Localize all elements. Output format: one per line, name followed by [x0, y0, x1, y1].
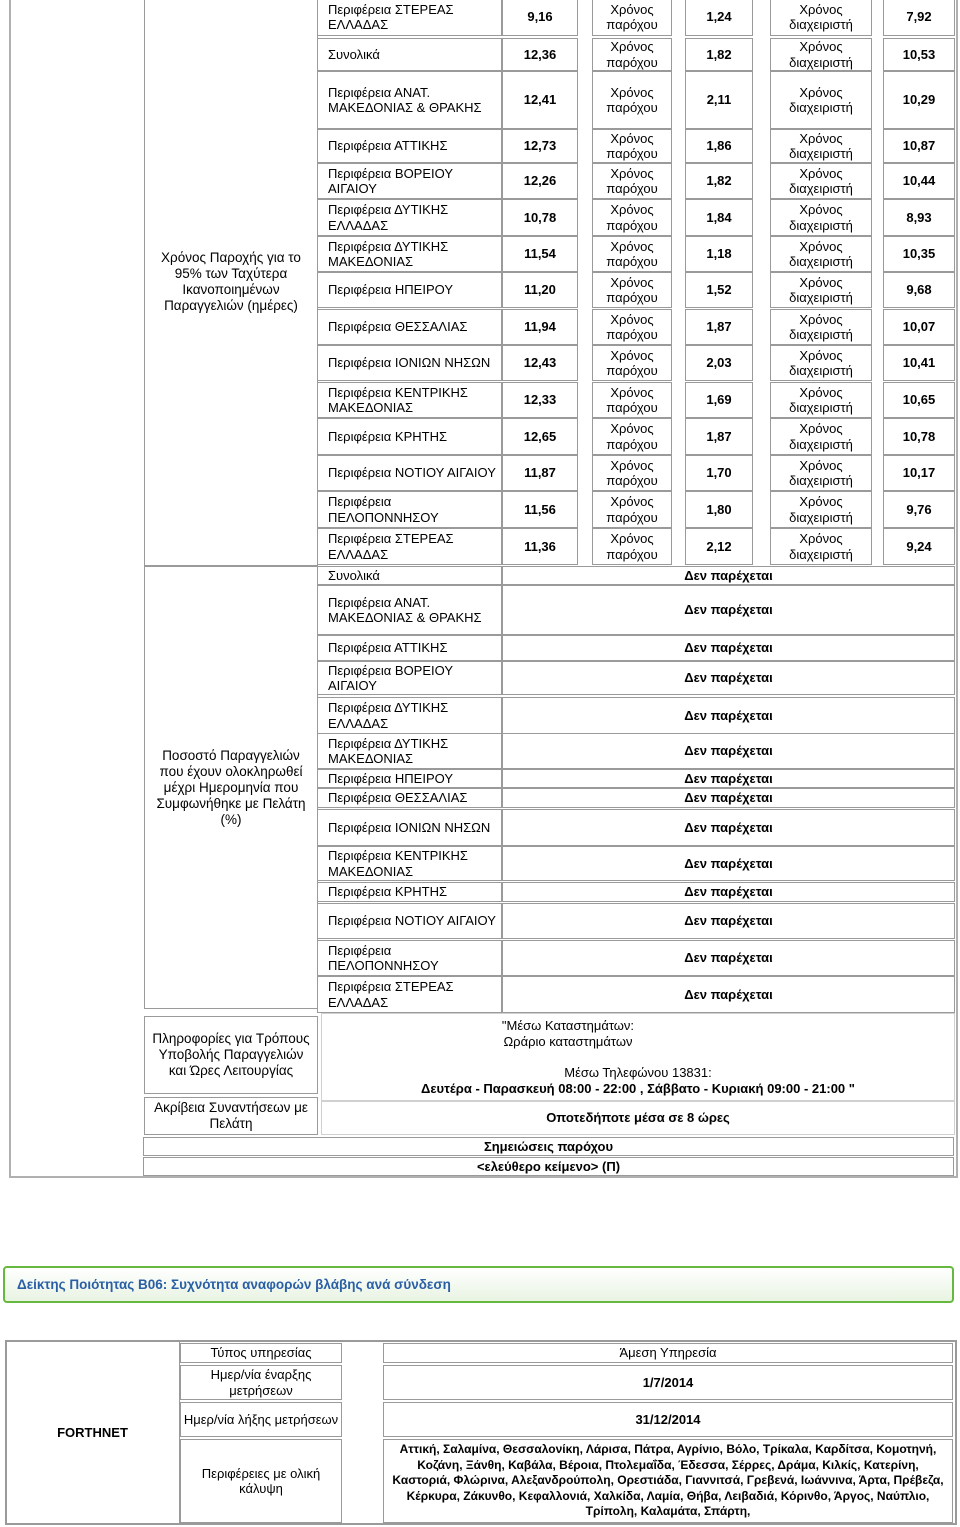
- manager-time-value: 10,07: [883, 309, 955, 345]
- not-provided-value: Δεν παρέχεται: [502, 903, 955, 939]
- provider-time-label: Χρόνος παρόχου: [592, 528, 672, 565]
- provider-time-value: 1,87: [685, 309, 753, 345]
- notes-label: Σημειώσεις παρόχου: [143, 1137, 954, 1156]
- manager-time-label: Χρόνος διαχειριστή: [770, 491, 872, 528]
- start-date-label: Ημερ/νία έναρξης μετρήσεων: [180, 1365, 342, 1400]
- provider-time-value: 1,84: [685, 199, 753, 236]
- provider-time-label: Χρόνος παρόχου: [592, 236, 672, 272]
- region-name: Περιφέρεια ΗΠΕΙΡΟΥ: [317, 272, 502, 308]
- not-provided-value: Δεν παρέχεται: [502, 769, 955, 788]
- manager-time-value: 10,35: [883, 236, 955, 272]
- manager-time-value: 10,65: [883, 382, 955, 418]
- region-name: Περιφέρεια ΑΤΤΙΚΗΣ: [317, 635, 502, 661]
- not-provided-value: Δεν παρέχεται: [502, 661, 955, 695]
- service-type-label: Τύπος υπηρεσίας: [180, 1343, 342, 1363]
- manager-time-label: Χρόνος διαχειριστή: [770, 528, 872, 565]
- region-name: Περιφέρεια ΔΥΤΙΚΗΣ ΜΑΚΕΔΟΝΙΑΣ: [317, 733, 502, 769]
- region-name: Περιφέρεια ΒΟΡΕΙΟΥ ΑΙΓΑΙΟΥ: [317, 661, 502, 695]
- manager-time-label: Χρόνος διαχειριστή: [770, 71, 872, 129]
- provider-time-label: Χρόνος παρόχου: [592, 345, 672, 381]
- manager-time-value: 10,17: [883, 455, 955, 491]
- not-provided-value: Δεν παρέχεται: [502, 697, 955, 734]
- manager-time-label: Χρόνος διαχειριστή: [770, 163, 872, 199]
- region-name: Περιφέρεια ΠΕΛΟΠΟΝΝΗΣΟΥ: [317, 940, 502, 976]
- provider-time-label: Χρόνος παρόχου: [592, 272, 672, 308]
- provider-time-label: Χρόνος παρόχου: [592, 199, 672, 236]
- total-time-value: 11,54: [502, 236, 578, 272]
- provider-time-label: Χρόνος παρόχου: [592, 71, 672, 129]
- provider-time-value: 1,24: [685, 0, 753, 36]
- manager-time-label: Χρόνος διαχειριστή: [770, 345, 872, 381]
- provider-time-value: 2,03: [685, 345, 753, 381]
- region-name: Περιφέρεια ΝΟΤΙΟΥ ΑΙΓΑΙΟΥ: [317, 455, 502, 491]
- region-name: Συνολικά: [317, 566, 502, 585]
- manager-time-label: Χρόνος διαχειριστή: [770, 0, 872, 36]
- manager-time-value: 10,53: [883, 38, 955, 71]
- manager-time-label: Χρόνος διαχειριστή: [770, 309, 872, 345]
- region-name: Περιφέρεια ΙΟΝΙΩΝ ΝΗΣΩΝ: [317, 345, 502, 381]
- total-time-value: 12,41: [502, 71, 578, 129]
- manager-time-label: Χρόνος διαχειριστή: [770, 382, 872, 418]
- provider-time-value: 1,80: [685, 491, 753, 528]
- manager-time-value: 8,93: [883, 199, 955, 236]
- not-provided-value: Δεν παρέχεται: [502, 585, 955, 635]
- region-name: Περιφέρεια ΔΥΤΙΚΗΣ ΜΑΚΕΔΟΝΙΑΣ: [317, 236, 502, 272]
- manager-time-value: 9,68: [883, 272, 955, 308]
- info-value: "Μέσω Καταστημάτων: Ωράριο καταστημάτων Μέσω Τηλεφώνου 13831: Δευτέρα - Παρασκευή 08:00 - 22:00 , Σάββατο - Κυριακή 09:00 - 21:00 ": [321, 1013, 955, 1101]
- manager-time-label: Χρόνος διαχειριστή: [770, 455, 872, 491]
- provider-time-value: 2,12: [685, 528, 753, 565]
- not-provided-value: Δεν παρέχεται: [502, 882, 955, 902]
- indicator-title: Δείκτης Ποιότητας Β06: Συχνότητα αναφορών βλάβης ανά σύνδεση: [17, 1277, 451, 1292]
- region-name: Περιφέρεια ΣΤΕΡΕΑΣ ΕΛΛΑΔΑΣ: [317, 528, 502, 565]
- provider-time-value: 1,82: [685, 163, 753, 199]
- region-name: Περιφέρεια ΒΟΡΕΙΟΥ ΑΙΓΑΙΟΥ: [317, 163, 502, 199]
- category-delivery-time: Χρόνος Παροχής για το 95% των Ταχύτερα Ικανοποιημένων Παραγγελιών (ημέρες): [144, 0, 318, 566]
- region-name: Περιφέρεια ΝΟΤΙΟΥ ΑΙΓΑΙΟΥ: [317, 903, 502, 939]
- manager-time-label: Χρόνος διαχειριστή: [770, 38, 872, 71]
- region-name: Περιφέρεια ΚΡΗΤΗΣ: [317, 882, 502, 902]
- total-time-value: 11,87: [502, 455, 578, 491]
- manager-time-label: Χρόνος διαχειριστή: [770, 272, 872, 308]
- total-time-value: 12,65: [502, 418, 578, 455]
- notes-value: <ελεύθερο κείμενο> (Π): [143, 1157, 954, 1176]
- total-time-value: 10,78: [502, 199, 578, 236]
- provider-info-table: [5, 1340, 957, 1525]
- total-time-value: 11,20: [502, 272, 578, 308]
- not-provided-value: Δεν παρέχεται: [502, 566, 955, 585]
- provider-time-label: Χρόνος παρόχου: [592, 129, 672, 163]
- not-provided-value: Δεν παρέχεται: [502, 976, 955, 1013]
- manager-time-label: Χρόνος διαχειριστή: [770, 236, 872, 272]
- provider-time-value: 1,86: [685, 129, 753, 163]
- provider-time-value: 1,18: [685, 236, 753, 272]
- category-completion-percent: Ποσοστό Παραγγελιών που έχουν ολοκληρωθεί μέχρι Ημερομηνία που Συμφωνήθηκε με Πελάτη (%): [144, 566, 318, 1009]
- provider-time-label: Χρόνος παρόχου: [592, 38, 672, 71]
- region-name: Περιφέρεια ΙΟΝΙΩΝ ΝΗΣΩΝ: [317, 809, 502, 846]
- coverage-regions-label: Περιφέρειες με ολική κάλυψη: [180, 1439, 342, 1523]
- region-name: Περιφέρεια ΗΠΕΙΡΟΥ: [317, 769, 502, 788]
- provider-time-label: Χρόνος παρόχου: [592, 163, 672, 199]
- provider-time-label: Χρόνος παρόχου: [592, 0, 672, 36]
- total-time-value: 12,43: [502, 345, 578, 381]
- manager-time-value: 10,44: [883, 163, 955, 199]
- category-info: Πληροφορίες για Τρόπους Υποβολής Παραγγελιών και Ώρες Λειτουργίας: [144, 1016, 318, 1094]
- total-time-value: 12,33: [502, 382, 578, 418]
- service-type-value: Άμεση Υπηρεσία: [383, 1343, 953, 1363]
- manager-time-value: 9,76: [883, 491, 955, 528]
- region-name: Περιφέρεια ΣΤΕΡΕΑΣ ΕΛΛΑΔΑΣ: [317, 976, 502, 1013]
- accuracy-value: Οποτεδήποτε μέσα σε 8 ώρες: [321, 1101, 955, 1135]
- manager-time-label: Χρόνος διαχειριστή: [770, 129, 872, 163]
- manager-time-label: Χρόνος διαχειριστή: [770, 199, 872, 236]
- manager-time-value: 10,29: [883, 71, 955, 129]
- region-name: Περιφέρεια ΑΝΑΤ. ΜΑΚΕΔΟΝΙΑΣ & ΘΡΑΚΗΣ: [317, 585, 502, 635]
- end-date-value: 31/12/2014: [383, 1402, 953, 1437]
- region-name: Περιφέρεια ΑΤΤΙΚΗΣ: [317, 129, 502, 163]
- total-time-value: 11,56: [502, 491, 578, 528]
- total-time-value: 11,36: [502, 528, 578, 565]
- provider-time-value: 1,69: [685, 382, 753, 418]
- manager-time-value: 10,87: [883, 129, 955, 163]
- region-name: Περιφέρεια ΣΤΕΡΕΑΣ ΕΛΛΑΔΑΣ: [317, 0, 502, 36]
- provider-time-value: 1,52: [685, 272, 753, 308]
- not-provided-value: Δεν παρέχεται: [502, 809, 955, 846]
- not-provided-value: Δεν παρέχεται: [502, 940, 955, 976]
- start-date-value: 1/7/2014: [383, 1365, 953, 1400]
- region-name: Περιφέρεια ΚΡΗΤΗΣ: [317, 418, 502, 455]
- indicator-title-band: [3, 1266, 954, 1303]
- not-provided-value: Δεν παρέχεται: [502, 733, 955, 769]
- total-time-value: 12,36: [502, 38, 578, 71]
- provider-time-value: 1,87: [685, 418, 753, 455]
- provider-time-label: Χρόνος παρόχου: [592, 309, 672, 345]
- total-time-value: 9,16: [502, 0, 578, 36]
- manager-time-label: Χρόνος διαχειριστή: [770, 418, 872, 455]
- coverage-regions-value: Αττική, Σαλαμίνα, Θεσσαλονίκη, Λάρισα, Πάτρα, Αγρίνιο, Βόλο, Τρίκαλα, Καρδίτσα, Κομοτηνή, Κοζάνη, Ξάνθη, Καβάλα, Βέροια, Πτολεμαΐδα, Έδεσσα, Σέρρες, Δράμα, Κιλκίς, Κατερίνη, Καστοριά, Φλώρινα, Αλεξανδρούπολη, Ορεστιάδα, Γιαννιτσά, Γρεβενά, Ιωάννινα, Άρτα, Πρέβεζα, Κέρκυρα, Ζάκυνθο, Κεφαλλονιά, Χαλκίδα, Λαμία, Θήβα, Λειβαδιά, Κόρινθο, Άργος, Ναύπλιο, Τρίπολη, Καλαμάτα, Σπάρτη,: [383, 1439, 953, 1523]
- region-name: Περιφέρεια ΑΝΑΤ. ΜΑΚΕΔΟΝΙΑΣ & ΘΡΑΚΗΣ: [317, 71, 502, 129]
- category-accuracy: Ακρίβεια Συναντήσεων με Πελάτη: [144, 1097, 318, 1135]
- total-time-value: 12,26: [502, 163, 578, 199]
- provider-time-value: 1,82: [685, 38, 753, 71]
- provider-time-label: Χρόνος παρόχου: [592, 491, 672, 528]
- region-name: Περιφέρεια ΘΕΣΣΑΛΙΑΣ: [317, 788, 502, 808]
- total-time-value: 11,94: [502, 309, 578, 345]
- region-name: Περιφέρεια ΔΥΤΙΚΗΣ ΕΛΛΑΔΑΣ: [317, 697, 502, 734]
- not-provided-value: Δεν παρέχεται: [502, 846, 955, 881]
- not-provided-value: Δεν παρέχεται: [502, 788, 955, 808]
- total-time-value: 12,73: [502, 129, 578, 163]
- region-name: Περιφέρεια ΔΥΤΙΚΗΣ ΕΛΛΑΔΑΣ: [317, 199, 502, 236]
- region-name: Περιφέρεια ΚΕΝΤΡΙΚΗΣ ΜΑΚΕΔΟΝΙΑΣ: [317, 382, 502, 418]
- provider-time-label: Χρόνος παρόχου: [592, 455, 672, 491]
- provider-time-label: Χρόνος παρόχου: [592, 382, 672, 418]
- provider-time-value: 2,11: [685, 71, 753, 129]
- provider-name: FORTHNET: [5, 1340, 180, 1525]
- region-name: Περιφέρεια ΠΕΛΟΠΟΝΝΗΣΟΥ: [317, 491, 502, 528]
- manager-time-value: 10,78: [883, 418, 955, 455]
- manager-time-value: 10,41: [883, 345, 955, 381]
- manager-time-value: 9,24: [883, 528, 955, 565]
- region-name: Περιφέρεια ΘΕΣΣΑΛΙΑΣ: [317, 309, 502, 345]
- manager-time-value: 7,92: [883, 0, 955, 36]
- provider-time-value: 1,70: [685, 455, 753, 491]
- region-name: Περιφέρεια ΚΕΝΤΡΙΚΗΣ ΜΑΚΕΔΟΝΙΑΣ: [317, 846, 502, 881]
- not-provided-value: Δεν παρέχεται: [502, 635, 955, 661]
- end-date-label: Ημερ/νία λήξης μετρήσεων: [180, 1402, 342, 1437]
- provider-time-label: Χρόνος παρόχου: [592, 418, 672, 455]
- region-name: Συνολικά: [317, 38, 502, 71]
